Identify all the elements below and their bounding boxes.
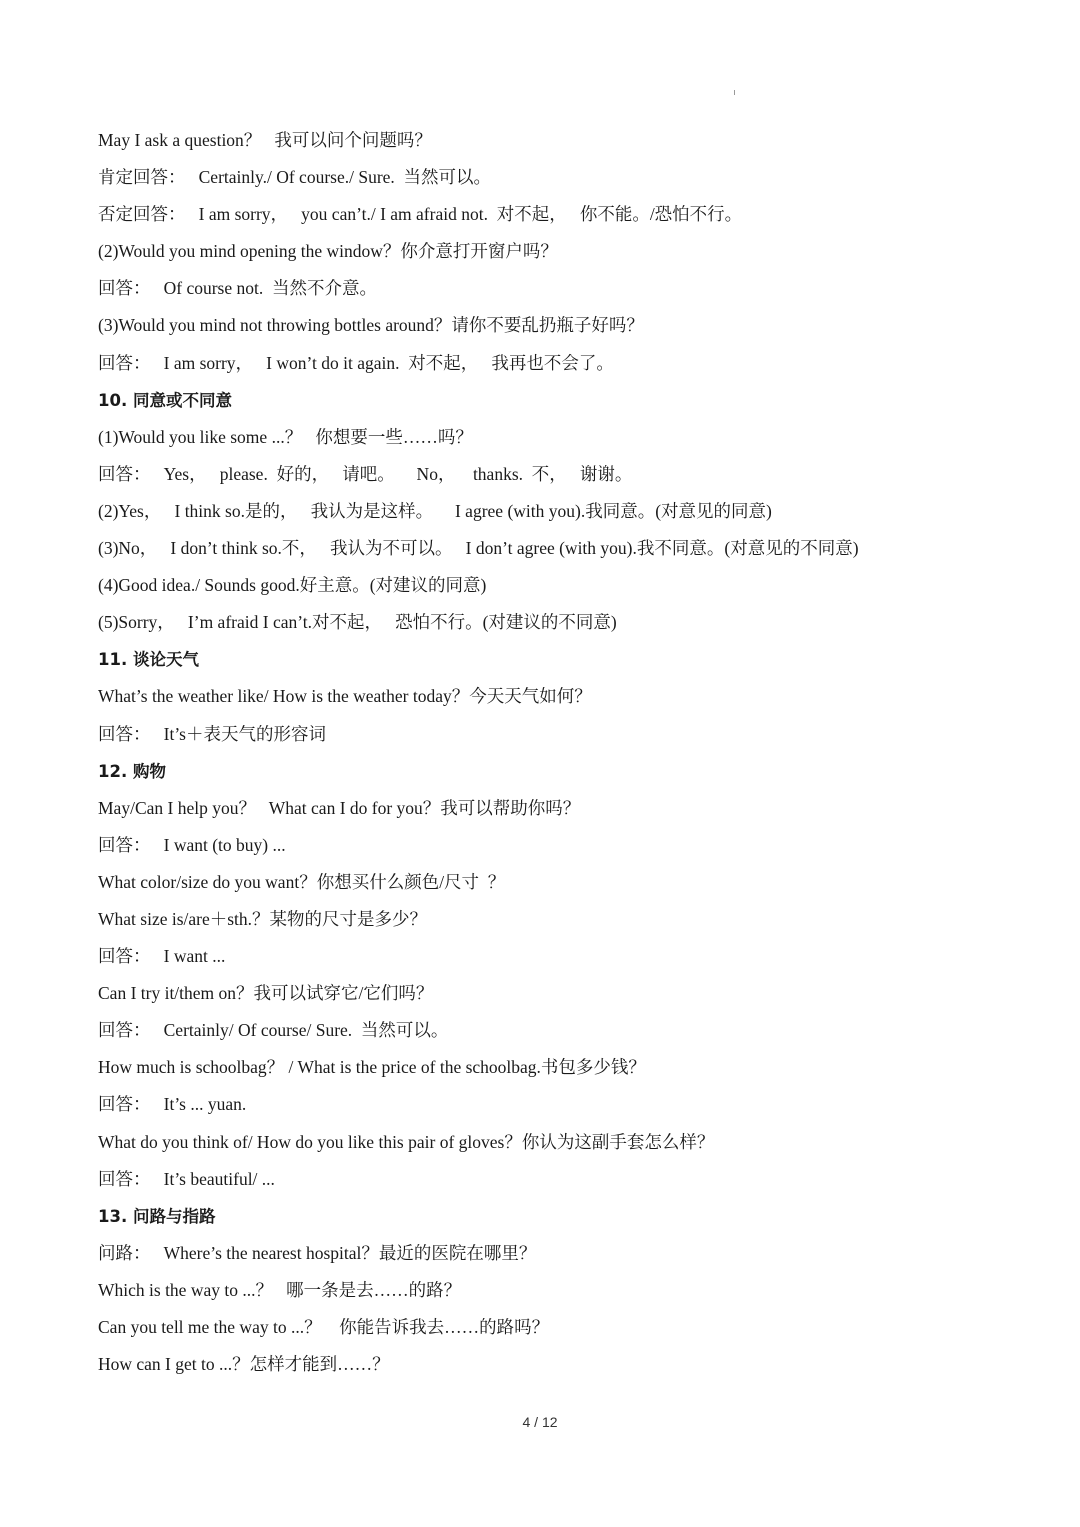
text-line: 回答： It’s＋表天气的形容词 — [98, 723, 326, 744]
text-line: Can I try it/them on？我可以试穿它/它们吗？ — [98, 983, 434, 1004]
text-line: 回答： Of course not. 当然不介意。 — [98, 278, 377, 299]
section-heading: 11. 谈论天气 — [98, 650, 199, 670]
text-line: Can you tell me the way to ...？ 你能告诉我去……的路吗？ — [98, 1317, 550, 1337]
text-line: (5)Sorry， I’m afraid I can’t.对不起， 恐怕不行。(对建议的不同意) — [98, 612, 617, 633]
text-line: (2)Yes， I think so.是的， 我认为是这样。 I agree (with you).我同意。(对意见的同意) — [98, 500, 772, 521]
text-line: 否定回答： I am sorry， you can’t./ I am afraid not. 对不起， 你不能。/恐怕不行。 — [98, 204, 743, 225]
text-line: (4)Good idea./ Sounds good.好主意。(对建议的同意) — [98, 575, 487, 596]
text-line: (1)Would you like some ...？ 你想要一些……吗？ — [98, 426, 473, 447]
section-heading: 12. 购物 — [98, 761, 166, 781]
text-line: What color/size do you want？你想买什么颜色/尺寸 ？ — [98, 871, 506, 892]
text-line: 回答： I want ... — [98, 946, 226, 967]
text-line: 问路： Where’s the nearest hospital？最近的医院在哪里？ — [98, 1242, 537, 1263]
text-line: What do you think of/ How do you like this pair of gloves？你认为这副手套怎么样？ — [98, 1131, 715, 1152]
text-line: (2)Would you mind opening the window？你介意打开窗户吗？ — [98, 241, 558, 262]
text-line: 回答： Yes， please. 好的， 请吧。 No， thanks. 不， 谢谢。 — [98, 463, 633, 484]
text-line: What size is/are＋sth.？某物的尺寸是多少？ — [98, 908, 428, 929]
text-line: 回答： It’s ... yuan. — [98, 1094, 247, 1115]
text-line: May/Can I help you？ What can I do for you？我可以帮助你吗？ — [98, 797, 581, 818]
text-line: 回答： I am sorry， I won’t do it again. 对不起， 我再也不会了。 — [98, 352, 614, 373]
text-line: 肯定回答： Certainly./ Of course./ Sure. 当然可以。 — [98, 167, 492, 188]
text-line: (3)No， I don’t think so.不， 我认为不可以。 I don’t agree (with you).我不同意。(对意见的不同意) — [98, 538, 859, 559]
page-number: 4 / 12 — [522, 1414, 558, 1430]
text-line: How can I get to ...？怎样才能到……？ — [98, 1354, 390, 1375]
text-line: (3)Would you mind not throwing bottles around？请你不要乱扔瓶子好吗？ — [98, 315, 644, 336]
text-line: May I ask a question？ 我可以问个问题吗？ — [98, 130, 432, 150]
section-heading: 13. 问路与指路 — [98, 1206, 216, 1226]
document-body — [98, 122, 998, 1383]
text-line: Which is the way to ...？ 哪一条是去……的路？ — [98, 1279, 462, 1300]
text-line: 回答： Certainly/ Of course/ Sure. 当然可以。 — [98, 1020, 449, 1041]
section-heading: 10. 同意或不同意 — [98, 390, 232, 410]
text-line: 回答： I want (to buy) ... — [98, 834, 286, 855]
text-line: How much is schoolbag？ / What is the price of the schoolbag.书包多少钱？ — [98, 1057, 646, 1078]
scan-speck — [734, 90, 735, 95]
text-line: What’s the weather like/ How is the weather today？今天天气如何？ — [98, 686, 592, 707]
text-line: 回答： It’s beautiful/ ... — [98, 1168, 275, 1189]
